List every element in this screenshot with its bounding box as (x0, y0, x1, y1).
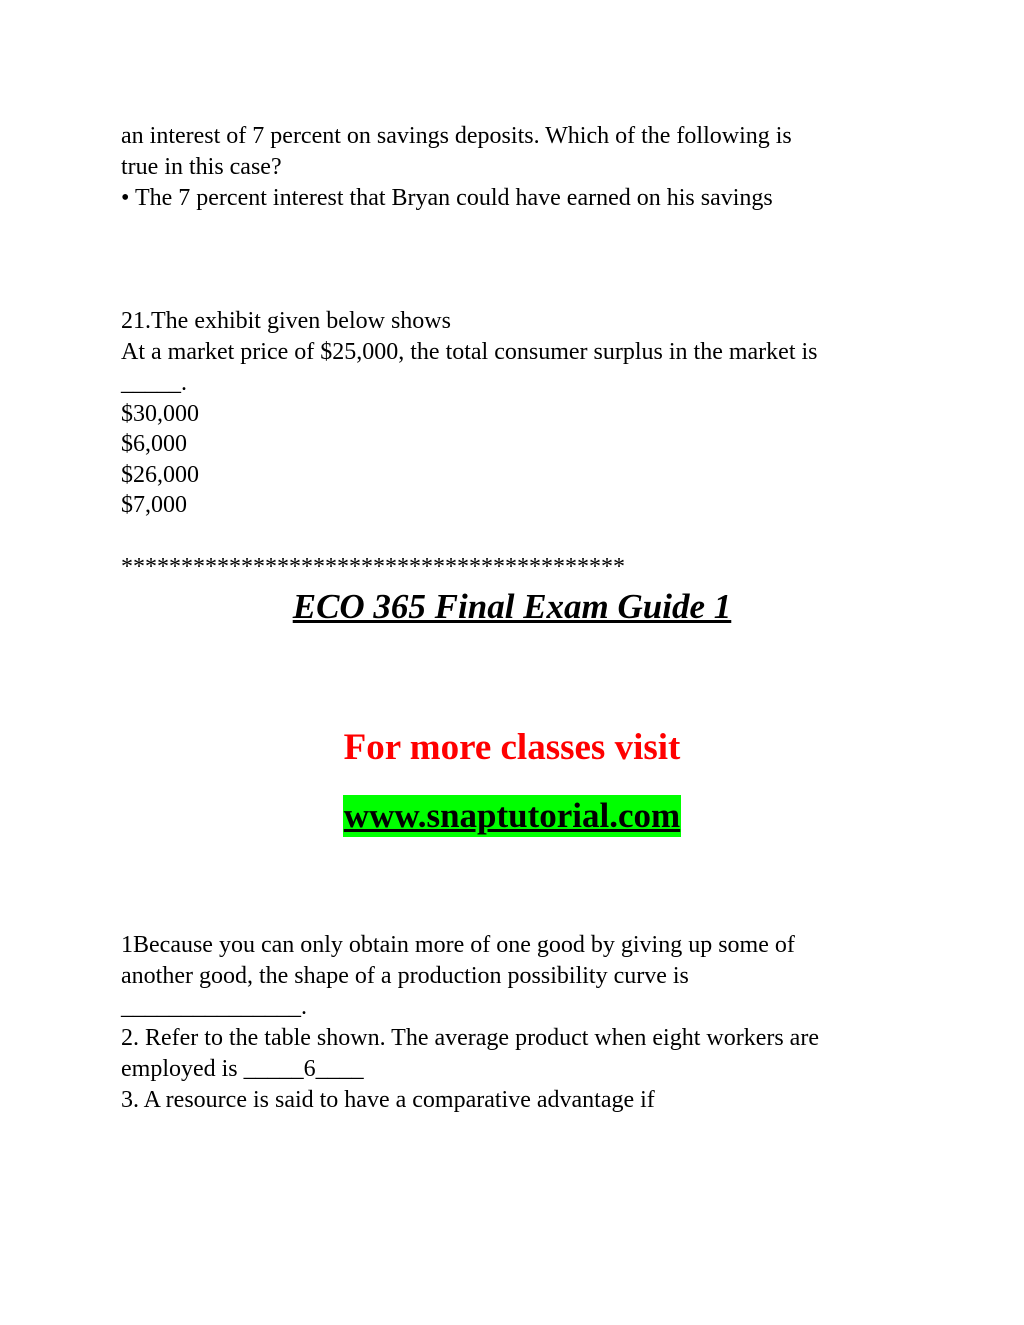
question-21-title: 21.The exhibit given below shows (121, 308, 451, 334)
question-2-line: employed is _____6____ (121, 1056, 364, 1082)
question-1-line: another good, the shape of a production possibility curve is (121, 963, 689, 989)
separator-line: ****************************************** (121, 554, 625, 580)
text-line: true in this case? (121, 154, 282, 180)
website-link[interactable]: www.snaptutorial.com (343, 796, 681, 835)
question-1-blank: _______________. (121, 994, 307, 1020)
promo-text: For more classes visit (343, 727, 681, 768)
promo-url-container (0, 795, 1024, 837)
question-3-line: 3. A resource is said to have a comparative advantage if (121, 1087, 655, 1113)
question-1-line: 1Because you can only obtain more of one good by giving up some of (121, 932, 795, 958)
answer-option: $26,000 (121, 462, 199, 488)
answer-option: $6,000 (121, 431, 187, 457)
guide-title: ECO 365 Final Exam Guide 1 (292, 587, 732, 626)
question-21-prompt: At a market price of $25,000, the total consumer surplus in the market is (121, 339, 818, 365)
text-line: an interest of 7 percent on savings deposits. Which of the following is (121, 123, 792, 149)
answer-option: $30,000 (121, 401, 199, 427)
question-21-blank: _____. (121, 370, 187, 396)
text-line: • The 7 percent interest that Bryan could have earned on his savings (121, 185, 773, 211)
question-2-line: 2. Refer to the table shown. The average product when eight workers are (121, 1025, 819, 1051)
answer-option: $7,000 (121, 492, 187, 518)
